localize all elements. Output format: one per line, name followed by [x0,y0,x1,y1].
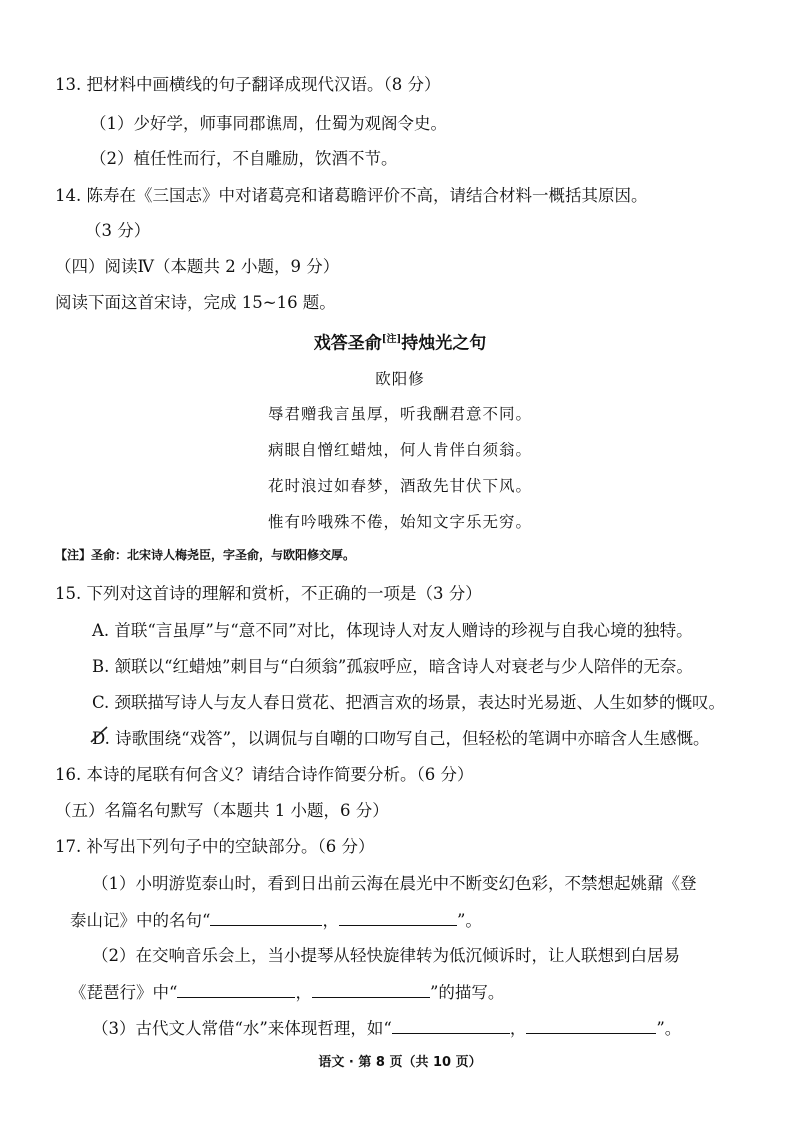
comma: ， [509,1019,527,1038]
comma: ， [322,911,339,930]
q17-item-1-line-2 [70,909,482,932]
q17-item-2-line-1: （2）在交响音乐会上，当小提琴从轻快旋律转为低沉倾诉时，让人联想到白居易 [92,946,680,965]
q17-item-3-suffix: ”。 [656,1019,682,1038]
comma: ， [295,983,312,1002]
q17-stem: 17. 补写出下列句子中的空缺部分。（6 分） [55,837,375,856]
section5-heading: （五）名篇名句默写（本题共 1 小题，6 分） [55,801,389,820]
answer-blank[interactable] [210,909,322,926]
q13-stem: 13. 把材料中画横线的句子翻译成现代汉语。（8 分） [55,75,441,94]
page-footer: 语文 · 第 8 页（共 10 页） [318,1055,482,1070]
q17-item-1-suffix: ”。 [456,911,482,930]
answer-blank[interactable] [526,1017,656,1034]
q17-item-3 [92,1017,681,1040]
q16-stem: 16. 本诗的尾联有何含义？请结合诗作简要分析。（6 分） [55,765,474,784]
poem-title-rest: 持烛光之句 [401,333,487,354]
section4-heading: （四）阅读Ⅳ（本题共 2 小题，9 分） [55,257,340,276]
q15-option-b: B. 颔联以“红蜡烛”刺目与“白须翁”孤寂呼应，暗含诗人对衰老与少人陪伴的无奈。 [92,657,693,676]
section4-instruction: 阅读下面这首宋诗，完成 15~16 题。 [55,293,336,312]
q13-item-2: （2）植任性而行，不自雕励，饮酒不节。 [90,149,398,168]
q15-option-d: D. 诗歌围绕“戏答”，以调侃与自嘲的口吻写自己，但轻松的笔调中亦暗含人生感慨。 [92,729,710,748]
q15-stem: 15. 下列对这首诗的理解和赏析，不正确的一项是（3 分） [55,584,482,603]
q14-score: （3 分） [85,221,151,240]
q17-item-1-prefix: 泰山记》中的名句“ [70,911,211,930]
poem-line-1: 辱君赠我言虽厚，听我酬君意不同。 [267,405,532,423]
poem-line-3: 花时浪过如春梦，酒敌先甘伏下风。 [267,477,532,495]
poem-line-2: 病眼自憎红蜡烛，何人肯伴白须翁。 [267,441,532,459]
poem-title [0,329,800,355]
poem-title-note-mark: [注] [381,334,402,345]
poem-title-main: 戏答圣俞 [313,333,382,354]
handwritten-slash-mark-icon [88,724,110,744]
q14-stem: 14. 陈寿在《三国志》中对诸葛亮和诸葛瞻评价不高，请结合材料一概括其原因。 [55,186,648,205]
poem-note: 【注】圣俞：北宋诗人梅尧臣，字圣俞，与欧阳修交厚。 [55,548,356,562]
poem-line-4: 惟有吟哦殊不倦，始知文字乐无穷。 [267,513,532,531]
answer-blank[interactable] [392,1017,510,1034]
q15-option-c: C. 颈联描写诗人与友人春日赏花、把酒言欢的场景，表达时光易逝、人生如梦的慨叹。 [92,693,726,712]
answer-blank[interactable] [312,981,430,998]
q17-item-2-suffix: ”的描写。 [429,983,505,1002]
q17-item-2-line-2 [70,981,504,1004]
q13-item-1: （1）少好学，师事同郡谯周，仕蜀为观阁令史。 [90,114,447,133]
poem-author: 欧阳修 [375,370,425,388]
answer-blank[interactable] [339,909,457,926]
q17-item-1-line-1: （1）小明游览泰山时，看到日出前云海在晨光中不断变幻色彩，不禁想起姚鼐《登 [92,874,697,893]
q15-option-a: A. 首联“言虽厚”与“意不同”对比，体现诗人对友人赠诗的珍视与自我心境的独特。 [92,621,693,640]
q17-item-3-prefix: （3）古代文人常借“水”来体现哲理，如“ [92,1019,392,1038]
q17-item-2-prefix: 《琵琶行》中“ [70,983,178,1002]
answer-blank[interactable] [177,981,295,998]
